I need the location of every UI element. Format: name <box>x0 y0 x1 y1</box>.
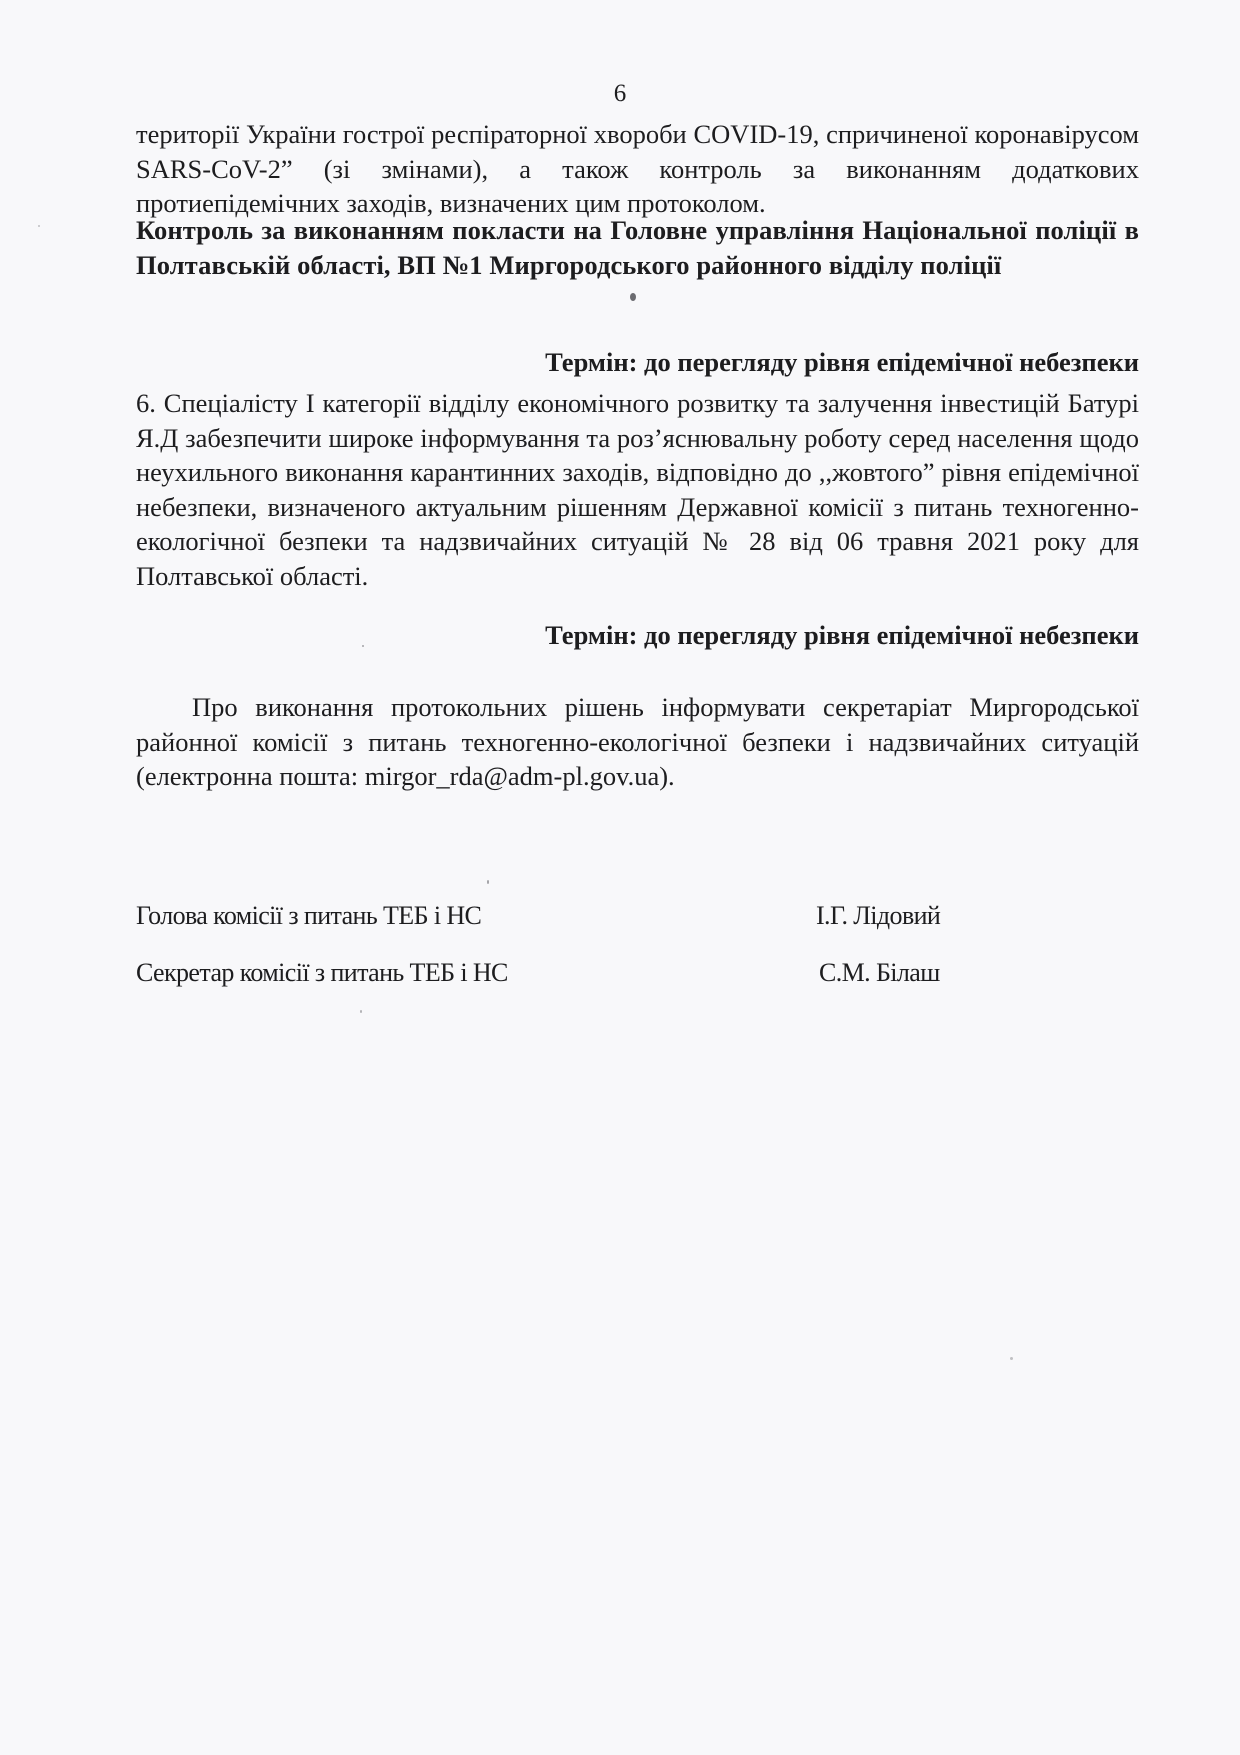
signature-title: Секретар комісії з питань ТЕБ і НС <box>136 958 508 987</box>
continuation-paragraph: території України гострої респіраторної хвороби COVID-19, спричиненої коронавірусом SARS-CoV-2” (зі змінами), а також контроль за виконанням додаткових протиепідемічних заходів, визначених цим протоколом. <box>136 119 1139 218</box>
scan-speck <box>38 225 40 227</box>
control-paragraph: Контроль за виконанням покласти на Головне управління Національної поліції в Полтавській області, ВП №1 Миргородського районного відділу поліції <box>136 215 1139 280</box>
scan-speck <box>487 880 489 884</box>
signature-name: І.Г. Лідовий <box>816 901 941 930</box>
deadline-line-2: Термін: до перегляду рівня епідемічної небезпеки <box>545 620 1139 650</box>
scan-speck <box>1010 1357 1013 1360</box>
signature-title: Голова комісії з питань ТЕБ і НС <box>136 901 482 930</box>
scan-speck <box>630 293 636 301</box>
deadline-line-1: Термін: до перегляду рівня епідемічної небезпеки <box>545 347 1139 377</box>
page-number: 6 <box>613 80 627 107</box>
item-6-paragraph: 6. Спеціалісту I категорії відділу економічного розвитку та залучення інвестицій Батурі Я.Д забезпечити широке інформування та роз’яснювальну роботу серед населення щодо неухильного виконання карантинних заходів, відповідно до ,,жовтого” рівня епідемічної небезпеки, визначеного актуальним рішенням Державної комісії з питань техногенно-екологічної безпеки та надзвичайних ситуацій № 28 від 06 травня 2021 року для Полтавської області. <box>136 388 1139 591</box>
scan-speck <box>362 645 364 647</box>
scan-speck <box>360 1010 362 1013</box>
signature-name: С.М. Білаш <box>819 958 940 987</box>
reporting-paragraph: Про виконання протокольних рішень інформувати секретаріат Миргородської районної комісії з питань техногенно-екологічної безпеки і надзвичайних ситуацій (електронна пошта: mirgor_rda@adm-pl.gov.ua). <box>136 692 1139 791</box>
